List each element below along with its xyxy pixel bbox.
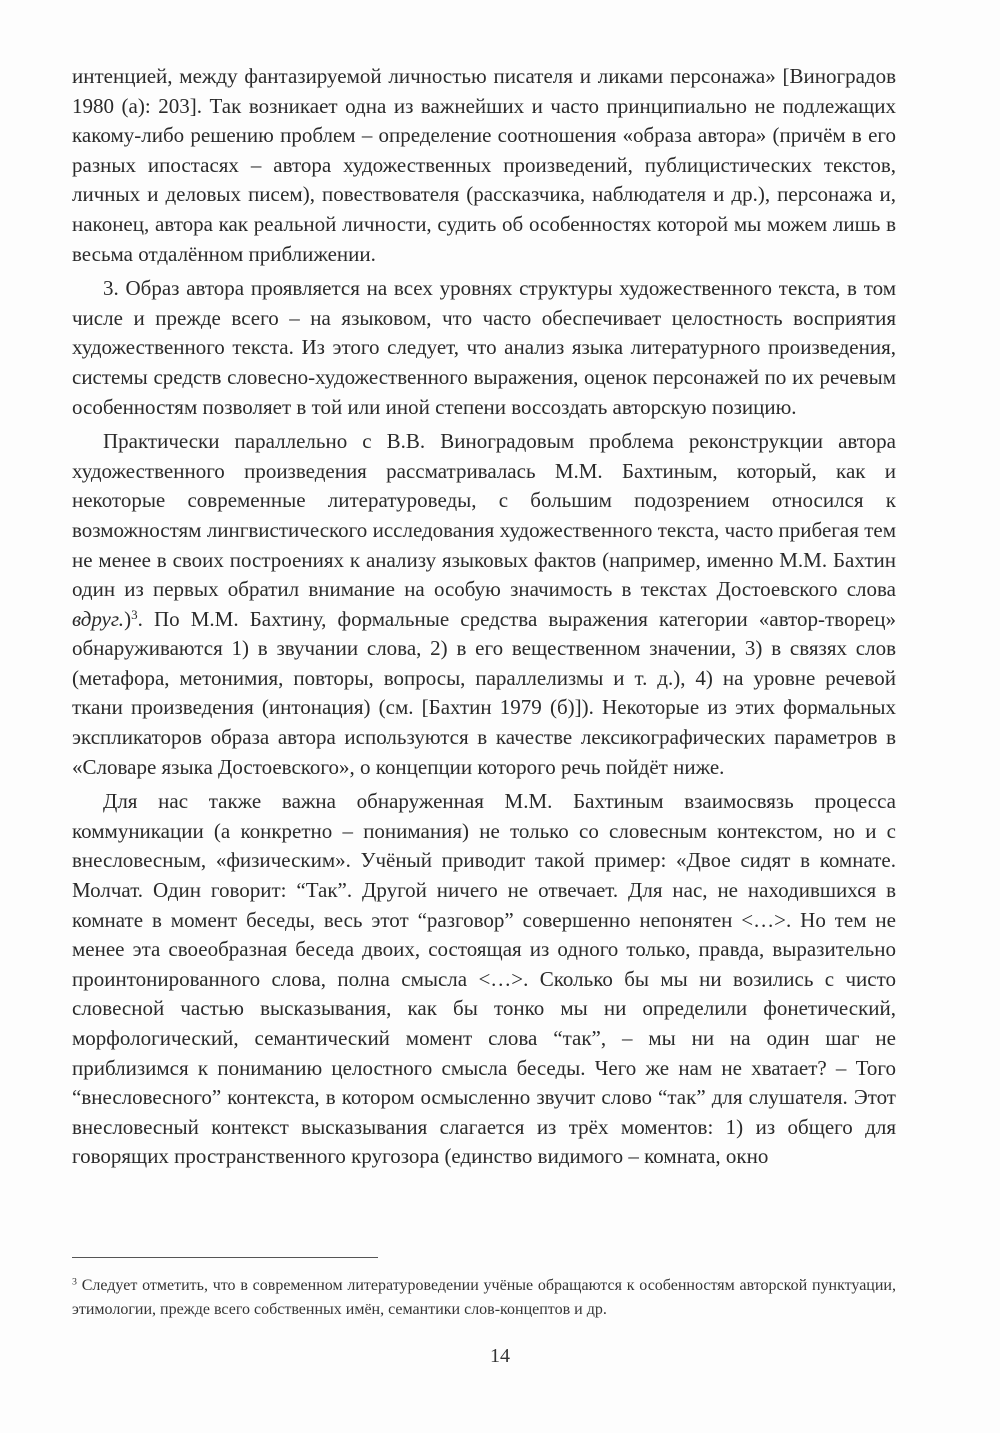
footnote-text: Следует отметить, что в современном литературоведении учёные обращаются к особенностям авторской пунктуации, этимологии, прежде всего собственных имён, семантики слов-концептов и др. bbox=[72, 1277, 896, 1318]
footnote-number: 3 bbox=[72, 1276, 77, 1288]
main-text bbox=[72, 62, 896, 1172]
italic-word: вдруг. bbox=[72, 606, 125, 631]
paragraph-2: 3. Образ автора проявляется на всех уровнях структуры художественного текста, в том числе и прежде всего – на языковом, что часто обеспечивает целостность восприятия художественного текста. Из этого следует, что анализ языка литературного произведения, системы средств словесно-художественного выражения, оценок персонажей по их речевым особенностям позволяет в той или иной степени воссоздать авторскую позицию. bbox=[72, 276, 896, 419]
footnote-reference[interactable]: 3 bbox=[131, 606, 138, 622]
paragraph-1: интенцией, между фантазируемой личностью писателя и ликами персонажа» [Виноградов 1980 (а): 203]. Так возникает одна из важнейших и часто принципиально не подлежащих какому-либо решению проблем – определение соотношения «образа автора» (причём в его разных ипостасях – автора художественных произведений, публицистических текстов, личных и деловых писем), повествователя (рассказчика, наблюдателя и др.), персонажа и, наконец, автора как реальной личности, судить об особенностях которой мы можем лишь в весьма отдалённом приближении. bbox=[72, 64, 896, 266]
paragraph-3-part-3: . По М.М. Бахтину, формальные средства выражения категории «автор-творец» обнаруживаются 1) в звучании слова, 2) в его вещественном значении, 3) в связях слов (метафора, метонимия, повторы, вопросы, параллелизмы и т. д.), 4) на уровне речевой ткани произведения (интонация) (см. [Бахтин 1979 (б)]). Некоторые из этих формальных экспликаторов образа автора используются в качестве лексикографических параметров в «Словаре языка Достоевского», о концепции которого речь пойдёт ниже. bbox=[72, 606, 896, 779]
page-number: 14 bbox=[490, 1345, 510, 1367]
footnote bbox=[72, 1274, 896, 1322]
paragraph-3-part-1: Практически параллельно с В.В. Виноградовым проблема реконструкции автора художественного произведения рассматривалась М.М. Бахтиным, который, как и некоторые современные литературоведы, с большим подозрением относился к возможностям лингвистического исследования художественного текста, часто прибегая тем не менее в своих построениях к анализу языковых фактов (например, именно М.М. Бахтин один из первых обратил внимание на особую значимость в текстах Достоевского слова bbox=[72, 429, 896, 602]
footnote-divider bbox=[72, 1257, 378, 1258]
paragraph-3-part-2: ) bbox=[124, 606, 132, 631]
paragraph-4: Для нас также важна обнаруженная М.М. Бахтиным взаимосвязь процесса коммуникации (а конкретно – понимания) не только со словесным контекстом, но и с внесловесным, «физическим». Учёный приводит такой пример: «Двое сидят в комнате. Молчат. Один говорит: “Так”. Другой ничего не отвечает. Для нас, не находившихся в комнате в момент беседы, весь этот “разговор” совершенно непонятен <…>. Но тем не менее эта своеобразная беседа двоих, состоящая из одного только, правда, выразительно проинтонированного слова, полна смысла <…>. Сколько бы мы ни возились с чисто словесной частью высказывания, как бы тонко мы ни определили фонетический, морфологический, семантический момент слова “так”, – мы ни на один шаг не приблизимся к пониманию целостного смысла беседы. Чего же нам не хватает? – Того “внесловесного” контекста, в котором осмысленно звучит слово “так” для слушателя. Этот внесловесный контекст высказывания слагается из трёх моментов: 1) из общего для говорящих пространственного кругозора (единство видимого – комната, окно bbox=[72, 789, 896, 1169]
paragraph-3 bbox=[72, 427, 896, 782]
